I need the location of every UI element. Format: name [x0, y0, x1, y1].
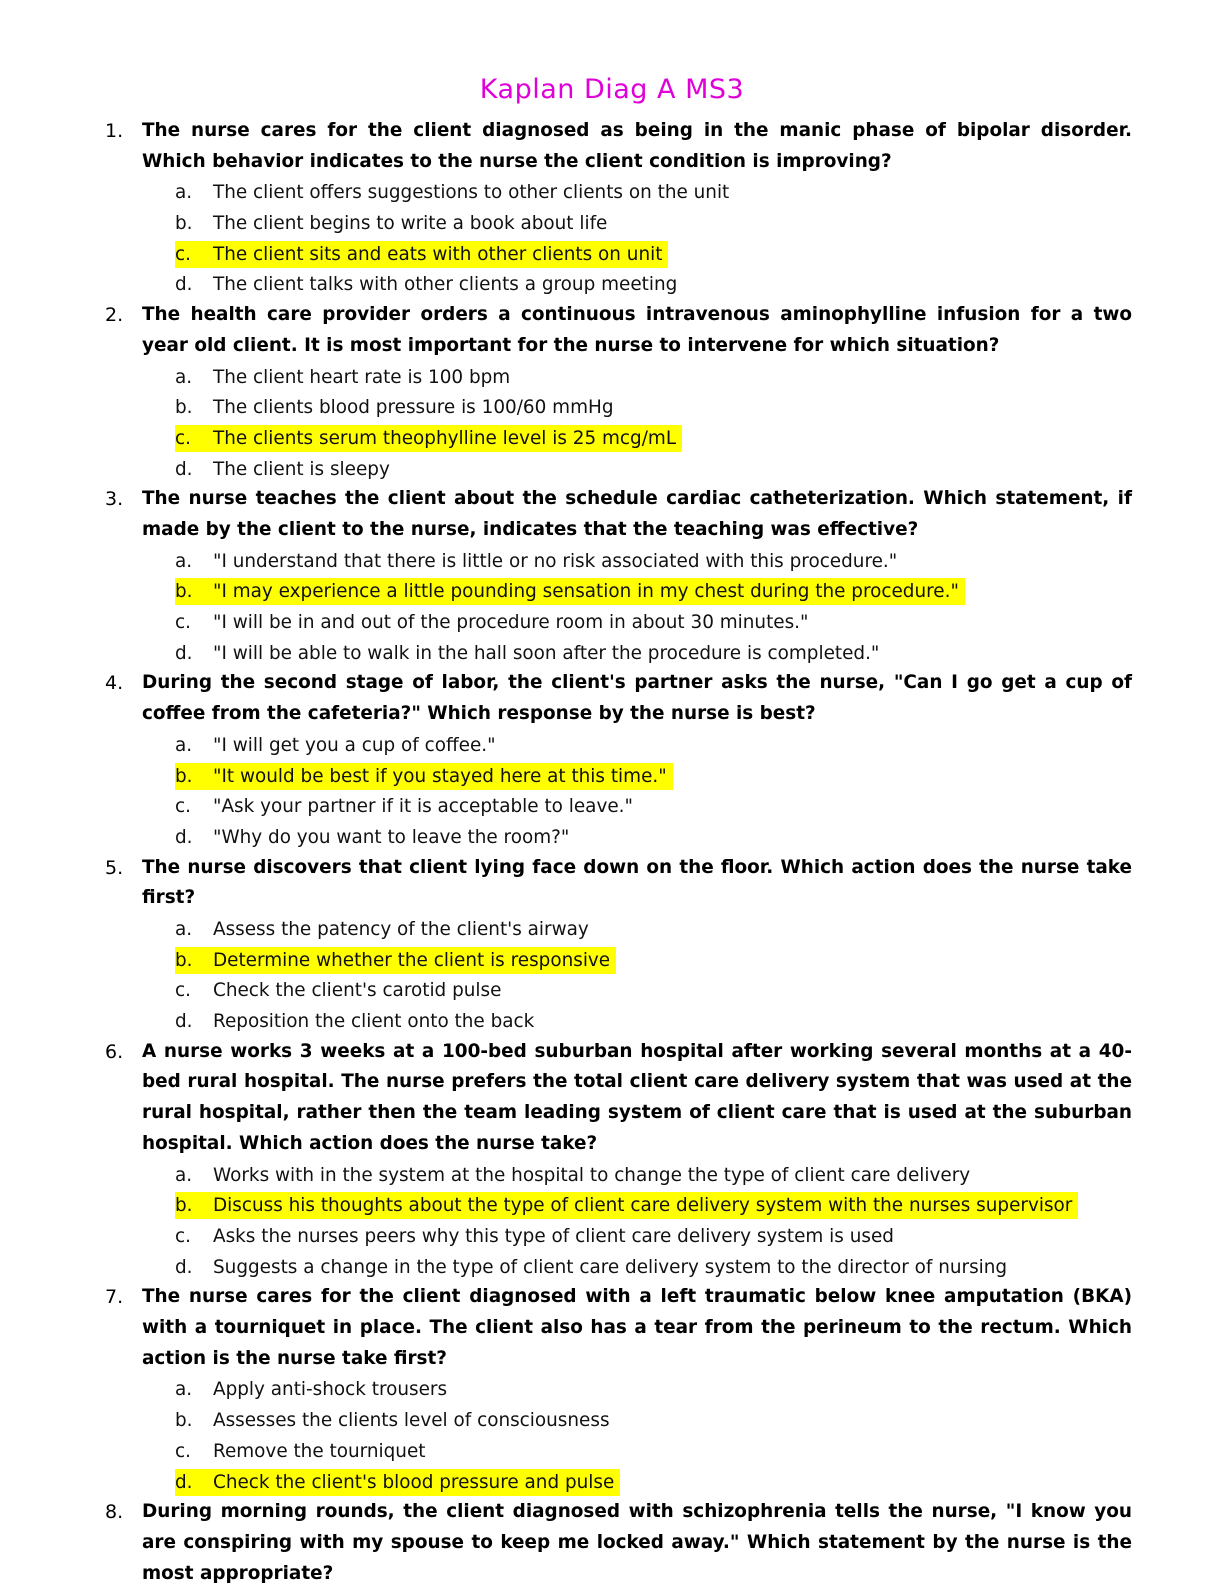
option-a [0, 1160, 1224, 1191]
question-number: 8. [105, 1501, 124, 1524]
option-letter: a. [175, 182, 193, 204]
question-5 [0, 853, 1224, 1037]
question-6 [0, 1037, 1224, 1283]
option-c [0, 1221, 1224, 1252]
question-number: 2. [105, 304, 124, 327]
option-b [0, 392, 1224, 423]
option-letter: c. [175, 427, 191, 449]
option-text: Works with in the system at the hospital to change the type of client care delivery [213, 1164, 971, 1186]
option-text: Determine whether the client is responsive [213, 949, 611, 971]
question-number: 7. [105, 1286, 124, 1309]
option-text: "Why do you want to leave the room?" [213, 826, 570, 848]
option-text: "I will be able to walk in the hall soon after the procedure is completed." [213, 642, 880, 664]
option-letter: a. [175, 366, 193, 388]
option-c-highlighted [0, 239, 1224, 270]
option-a [0, 546, 1224, 577]
option-text: Suggests a change in the type of client care delivery system to the director of nursing [213, 1256, 1008, 1278]
option-text: Assesses the clients level of consciousness [213, 1410, 610, 1432]
question-text: During morning rounds, the client diagnosed with schizophrenia tells the nurse, "I know you are conspiring with my spouse to keep me locked away." Which statement by the nurse is the most appropriate? [142, 1501, 1132, 1584]
option-d-highlighted [0, 1467, 1224, 1498]
question-2 [0, 300, 1224, 484]
option-text: Check the client's blood pressure and pulse [213, 1471, 615, 1493]
question-3 [0, 484, 1224, 668]
option-text: The client sits and eats with other clients on unit [213, 243, 663, 265]
question-text: A nurse works 3 weeks at a 100-bed suburban hospital after working several months at a 40-bed rural hospital. The nurse prefers the total client care delivery system that was used at the rural hospital, rather then the team leading system of client care that is used at the suburban hospital. Which action does the nurse take? [142, 1040, 1132, 1154]
option-letter: d. [175, 1471, 193, 1493]
option-text: "I understand that there is little or no risk associated with this procedure." [213, 550, 898, 572]
option-a [0, 1374, 1224, 1405]
question-number: 1. [105, 120, 124, 142]
option-d [0, 1006, 1224, 1037]
option-letter: d. [175, 1011, 193, 1033]
option-letter: c. [175, 796, 191, 818]
option-b [0, 1405, 1224, 1436]
option-text: The clients serum theophylline level is 25 mcg/mL [213, 427, 677, 449]
option-letter: d. [175, 826, 193, 848]
option-letter: c. [175, 243, 191, 265]
option-list [0, 914, 1224, 1037]
option-letter: b. [175, 397, 193, 419]
option-letter: c. [175, 612, 191, 634]
option-letter: b. [175, 581, 193, 603]
option-text: Check the client's carotid pulse [213, 980, 502, 1002]
question-7 [0, 1282, 1224, 1497]
option-a [0, 730, 1224, 761]
question-4 [0, 668, 1224, 852]
option-letter: b. [175, 949, 193, 971]
option-letter: a. [175, 734, 193, 756]
option-letter: b. [175, 213, 193, 235]
question-text: The nurse teaches the client about the schedule cardiac catheterization. Which statement, if made by the client to the nurse, indicates that the teaching was effective? [142, 488, 1132, 541]
option-text: The client heart rate is 100 bpm [213, 366, 511, 388]
option-text: "I will get you a cup of coffee." [213, 734, 496, 756]
question-text: The nurse cares for the client diagnosed with a left traumatic below knee amputation (BKA) with a tourniquet in place. The client also has a tear from the perineum to the rectum. Which action is the nurse take first? [142, 1286, 1132, 1369]
option-letter: c. [175, 980, 191, 1002]
option-b [0, 208, 1224, 239]
option-text: Remove the tourniquet [213, 1440, 426, 1462]
option-text: The client is sleepy [213, 458, 390, 480]
page-title: Kaplan Diag A MS3 [479, 74, 745, 105]
option-letter: c. [175, 1440, 191, 1462]
option-b-highlighted [0, 576, 1224, 607]
option-list [0, 1374, 1224, 1497]
option-list [0, 177, 1224, 300]
option-b-highlighted [0, 1190, 1224, 1221]
option-text: Asks the nurses peers why this type of client care delivery system is used [213, 1225, 894, 1247]
option-list [0, 730, 1224, 853]
option-letter: b. [175, 1195, 193, 1217]
question-number: 4. [105, 672, 124, 695]
option-text: The clients blood pressure is 100/60 mmHg [213, 397, 614, 419]
option-letter: d. [175, 1256, 193, 1278]
option-letter: a. [175, 919, 193, 941]
option-list [0, 546, 1224, 669]
option-d [0, 822, 1224, 853]
option-list [0, 1160, 1224, 1283]
option-text: "Ask your partner if it is acceptable to leave." [213, 796, 633, 818]
option-text: Apply anti-shock trousers [213, 1379, 448, 1401]
option-text: The client talks with other clients a group meeting [213, 274, 678, 296]
question-1 [0, 116, 1224, 300]
option-a [0, 914, 1224, 945]
option-b-highlighted [0, 761, 1224, 792]
option-c [0, 791, 1224, 822]
option-list [0, 362, 1224, 485]
option-d [0, 269, 1224, 300]
question-list [0, 116, 1224, 1589]
option-text: "I will be in and out of the procedure room in about 30 minutes." [213, 612, 809, 634]
option-letter: a. [175, 550, 193, 572]
question-text: The nurse discovers that client lying face down on the floor. Which action does the nurse take first? [142, 856, 1132, 909]
option-d [0, 454, 1224, 485]
question-number: 5. [105, 856, 124, 879]
option-letter: b. [175, 1410, 193, 1432]
question-text: During the second stage of labor, the client's partner asks the nurse, "Can I go get a cup of coffee from the cafeteria?" Which response by the nurse is best? [142, 672, 1132, 725]
option-c [0, 1436, 1224, 1467]
option-letter: c. [175, 1225, 191, 1247]
question-text: The health care provider orders a continuous intravenous aminophylline infusion for a two year old client. It is most important for the nurse to intervene for which situation? [142, 304, 1132, 356]
option-b-highlighted [0, 945, 1224, 976]
question-8 [0, 1497, 1224, 1589]
option-text: The client offers suggestions to other clients on the unit [213, 182, 730, 204]
option-text: Discuss his thoughts about the type of client care delivery system with the nurses supervisor [213, 1195, 1073, 1217]
option-letter: b. [175, 765, 193, 787]
option-text: Assess the patency of the client's airway [213, 919, 589, 941]
question-number: 3. [105, 488, 124, 511]
option-d [0, 638, 1224, 669]
option-d [0, 1252, 1224, 1283]
question-text: The nurse cares for the client diagnosed as being in the manic phase of bipolar disorder. Which behavior indicates to the nurse the client condition is improving? [142, 120, 1132, 172]
option-c-highlighted [0, 423, 1224, 454]
option-letter: a. [175, 1379, 193, 1401]
option-a [0, 362, 1224, 393]
option-text: "It would be best if you stayed here at this time." [213, 765, 667, 787]
option-letter: d. [175, 274, 193, 296]
option-a [0, 177, 1224, 208]
option-text: The client begins to write a book about life [213, 213, 608, 235]
option-text: "I may experience a little pounding sensation in my chest during the procedure." [213, 581, 959, 603]
question-number: 6. [105, 1040, 124, 1063]
option-c [0, 975, 1224, 1006]
option-letter: a. [175, 1164, 193, 1186]
option-letter: d. [175, 642, 193, 664]
option-text: Reposition the client onto the back [213, 1011, 535, 1033]
option-letter: d. [175, 458, 193, 480]
option-c [0, 607, 1224, 638]
